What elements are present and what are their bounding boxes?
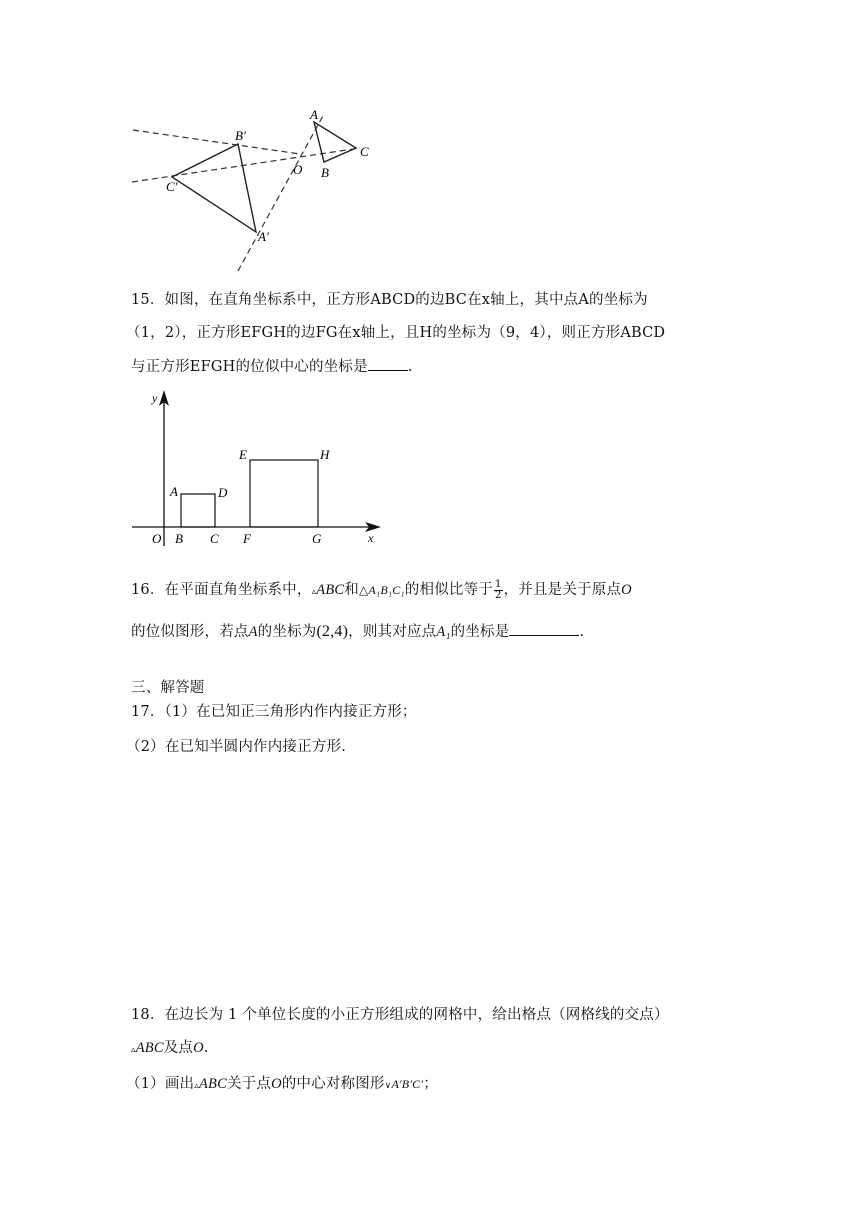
q16-text-h: 的坐标是 [450,624,510,640]
q16-text-g: ，则其对应点 [348,624,437,640]
q18-point-o: O [193,1040,204,1056]
q18-end: . [203,1040,209,1056]
q16-line1: 16．在平面直角坐标系中，▵ABC和△A₁B₁C₁的相似比等于 $\frac{1}{2}$ ，并且是关于原点O [131,578,632,601]
q16-text-c: 的相似比等于 [404,582,493,598]
q15-line1: 15．如图，在直角坐标系中，正方形ABCD的边BC在x轴上，其中点A的坐标为 [131,292,648,308]
q16-fraction: $\frac{1}{2}$ [495,578,502,601]
triangle-a1b1c1 [172,144,256,232]
q18-point-o-2: O [271,1076,282,1092]
q16-triangle-a1b1c1: △A₁B₁C₁ [358,583,405,597]
q16-text-a: 16．在平面直角坐标系中， [131,582,312,598]
label-a: A [310,107,318,122]
label-x: x [368,531,374,545]
label-a-prime: A′ [258,229,269,244]
label-f: F [243,531,251,546]
q18-triangle-abc-2: ABC [198,1076,227,1092]
q18-line3: （1）画出▵ABC关于点O的中心对称图形∨A′B′C′； [126,1076,438,1092]
label-b-prime: B′ [235,128,246,143]
label-a: A [170,484,178,499]
label-h: H [320,447,330,462]
triangle-abc [314,122,356,162]
q18-triangle-prime: A′B′C′ [391,1077,424,1091]
dashed-line-b [133,130,300,154]
q18-text-a: 及点 [163,1040,194,1056]
q15-line3-text: 与正方形EFGH的位似中心的坐标是 [131,359,368,375]
label-g: G [312,531,322,546]
label-d: D [218,485,228,500]
q15-line2: （1，2），正方形EFGH的边FG在x轴上，且H的坐标为（9，4），则正方形ABCD [126,325,666,341]
q18-text-e: ； [423,1076,438,1092]
q16-text-f: 的坐标为 [257,624,317,640]
q15-line3 [131,355,413,376]
label-o: O [152,531,162,546]
q18-line2: ▵ABC及点O. [131,1040,209,1056]
figure-central-symmetry [128,104,388,274]
square-efgh [250,460,318,527]
q16-text-d: ，并且是关于原点 [503,582,622,598]
q15-line3-end: . [407,359,413,375]
section-title: 三、解答题 [131,680,205,696]
label-b: B [321,165,329,180]
q18-triangle-abc: ABC [135,1040,164,1056]
q16-triangle-abc: ABC [316,582,345,598]
square-abcd [181,494,215,527]
q16-point-o: O [621,582,632,598]
q16-text-b: 和 [344,582,359,598]
label-o: O [293,162,303,177]
label-e: E [239,447,247,462]
label-b: B [175,531,183,546]
q16-line2 [131,620,584,641]
label-c-prime: C′ [166,179,178,194]
label-y: y [152,391,158,405]
q16-point-a: A [248,624,258,640]
label-c: C [360,144,369,159]
answer-blank [509,623,579,636]
q16-end: . [579,624,585,640]
q18-text-b: （1）画出 [126,1076,195,1092]
answer-blank [368,358,408,371]
q16-point-a1: A₁ [436,624,451,640]
label-c: C [210,531,219,546]
q16-text-e: 的位似图形，若点 [131,624,249,640]
q17-line2: （2）在已知半圆内作内接正方形. [126,739,347,755]
figure-coordinate-squares [128,386,388,554]
q16-coord: (2,4) [316,623,349,640]
q18-text-c: 关于点 [226,1076,272,1092]
q18-line1: 18．在边长为 1 个单位长度的小正方形组成的网格中，给出格点（网格线的交点） [131,1007,669,1023]
q18-text-d: 的中心对称图形 [281,1076,385,1092]
q17-line1: 17．（1）在已知正三角形内作内接正方形； [131,704,417,720]
dashed-line-a [238,114,324,271]
